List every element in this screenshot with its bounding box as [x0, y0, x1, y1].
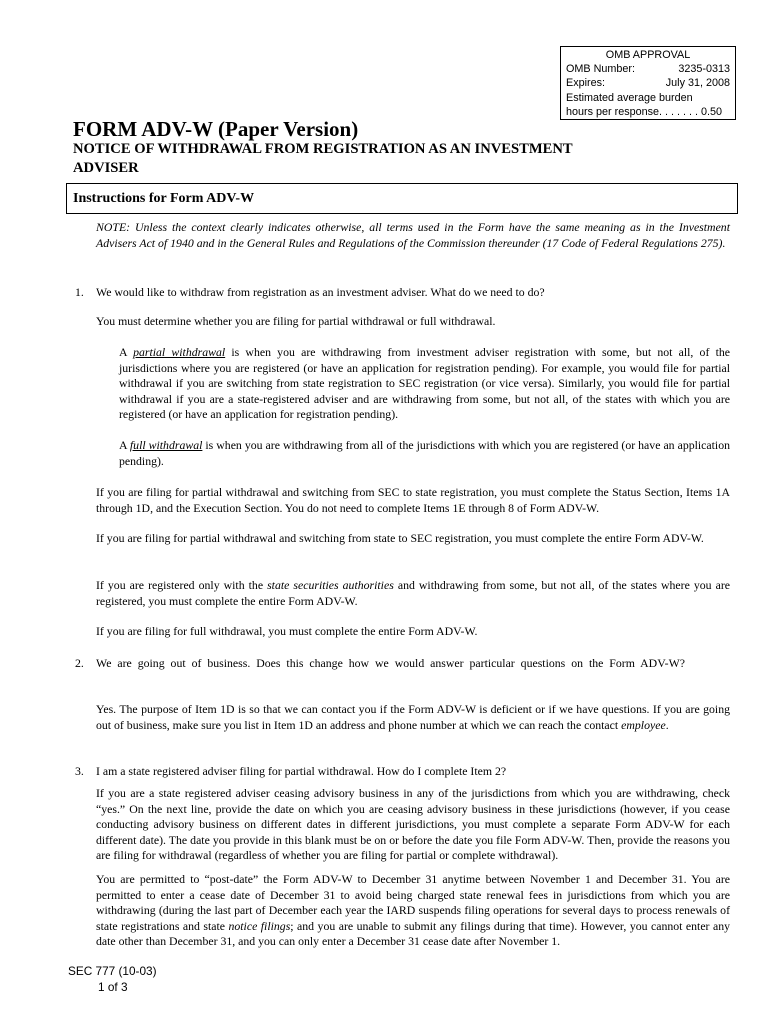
- q1-partial-withdrawal-paragraph: [119, 345, 730, 423]
- omb-heading: OMB APPROVAL: [605, 49, 691, 61]
- omb-number-row: [566, 62, 730, 76]
- q1-answer-sec-to-state: If you are filing for partial withdrawal and switching from SEC to state registration, you must complete the Status Section, Items 1A through 1D, and the Execution Section. You do not need to complete Items 1E through 8 of Form ADV-W.: [96, 485, 730, 515]
- q1-full-text: is when you are withdrawing from all of the jurisdictions with which you are registered (or have an application pending).: [119, 438, 730, 468]
- page-footer: [68, 964, 157, 995]
- notice-filings-term: notice filings: [228, 918, 291, 933]
- q3-a2-post: ; and you are unable to submit any filings during that time). However, you cannot enter any date other than December 31, and you can only enter a December 31 cease date after November 1.: [96, 918, 730, 949]
- full-withdrawal-term: full withdrawal: [129, 438, 203, 452]
- q3-question: I am a state registered adviser filing for partial withdrawal. How do I complete Item 2?: [96, 764, 507, 778]
- omb-approval-box: [560, 46, 736, 120]
- q2-question: We are going out of business. Does this change how we would answer particular questions on the Form ADV-W?: [96, 656, 685, 670]
- page-number: 1 of 3: [98, 979, 128, 994]
- q1-full-withdrawal-paragraph: [119, 438, 730, 469]
- employee-term: employee: [621, 717, 666, 732]
- q1-answer-full: If you are filing for full withdrawal, you must complete the entire Form ADV-W.: [96, 624, 478, 638]
- omb-burden-line1: Estimated average burden: [566, 91, 693, 104]
- state-securities-authorities-term: state securities authorities: [267, 578, 394, 592]
- q1-answer-state-to-sec: If you are filing for partial withdrawal and switching from state to SEC registration, you must complete the entire Form ADV-W.: [96, 531, 704, 545]
- q1-answer-determine: You must determine whether you are filing for partial withdrawal or full withdrawal.: [96, 314, 496, 328]
- q1-partial-text: is when you are withdrawing from investment adviser registration with some, but not all, of the jurisdictions where you are registered (or have an application for registration pending). For example, you would file for partial withdrawal if you are switching from state registration to SEC registration (or vice versa). Similarly, you would file for partial withdrawal if you are a state-registered adviser and are withdrawing from some, but not all, of the states with which you are registered (or have an application for registration pending).: [119, 345, 730, 422]
- omb-burden-line2: hours per response. . . . . . . 0.50: [566, 105, 723, 118]
- q1-question: We would like to withdraw from registration as an investment adviser. What do we need to do?: [96, 285, 545, 299]
- omb-number-label: OMB Number:: [566, 63, 635, 76]
- q3-a2-pre: You are permitted to “post-date” the Form ADV-W to December 31 anytime between November 1 and December 31. You are permitted to enter a cease date of December 31 to avoid being charged state renewal fees in jurisdictions from which you are withdrawing (during the last part of December each year the IARD suspends filing operations for several days to process renewals of state registrations and state: [96, 872, 730, 933]
- q3-answer-ceasing: If you are a state registered adviser ceasing advisory business in any of the jurisdictions from which you are withdrawing, check “yes.” On the next line, provide the date on which you are ceasing advisory business in these jurisdictions (however, if you cease conducting advisory business on different dates in different jurisdictions, you must complete a separate Form ADV-W for each different date). The date you provide in this blank must be on or before the date you file Form ADV-W. Then, provide the reasons you are filing for withdrawal (regardless of whether you are filing for partial or complete withdrawal).: [96, 786, 730, 863]
- omb-expires-value: July 31, 2008: [665, 77, 730, 90]
- note-paragraph: NOTE: Unless the context clearly indicates otherwise, all terms used in the Form have the same meaning as in the Investment Advisers Act of 1940 and in the General Rules and Regulations of the Commission thereunder (17 Code of Federal Regulations 275).: [96, 220, 730, 250]
- q3-number: 3.: [75, 764, 84, 778]
- omb-expires-label: Expires:: [566, 77, 606, 90]
- instructions-heading: Instructions for Form ADV-W: [73, 191, 255, 206]
- q2-answer-pre: Yes. The purpose of Item 1D is so that we can contact you if the Form ADV-W is deficient or if we have questions. If you are going out of business, make sure you list in Item 1D an address and phone number at which we can reach the contact: [96, 702, 730, 732]
- q1-partial-prefix: A: [119, 345, 134, 359]
- q2-number: 2.: [75, 656, 84, 670]
- form-title: FORM ADV-W (Paper Version): [73, 117, 359, 141]
- omb-number-value: 3235-0313: [678, 63, 730, 76]
- q1-answer-state-authorities: [96, 578, 730, 609]
- q1-a4-pre: If you are registered only with the: [96, 578, 268, 592]
- form-subtitle: NOTICE OF WITHDRAWAL FROM REGISTRATION AS AN INVESTMENT ADVISER: [73, 141, 573, 176]
- q1-number: 1.: [75, 285, 84, 299]
- instructions-heading-box: [66, 183, 738, 214]
- partial-withdrawal-term: partial withdrawal: [133, 345, 226, 359]
- form-code: SEC 777 (10-03): [68, 964, 157, 978]
- q1-a4-post: and withdrawing from some, but not all, of the states where you are registered, you must complete the entire Form ADV-W.: [96, 578, 730, 608]
- q2-answer: [96, 702, 730, 733]
- q2-answer-post: .: [665, 717, 669, 732]
- omb-expires-row: [566, 76, 730, 90]
- q1-full-prefix: A: [119, 438, 130, 452]
- q3-answer-post-date: [96, 872, 730, 950]
